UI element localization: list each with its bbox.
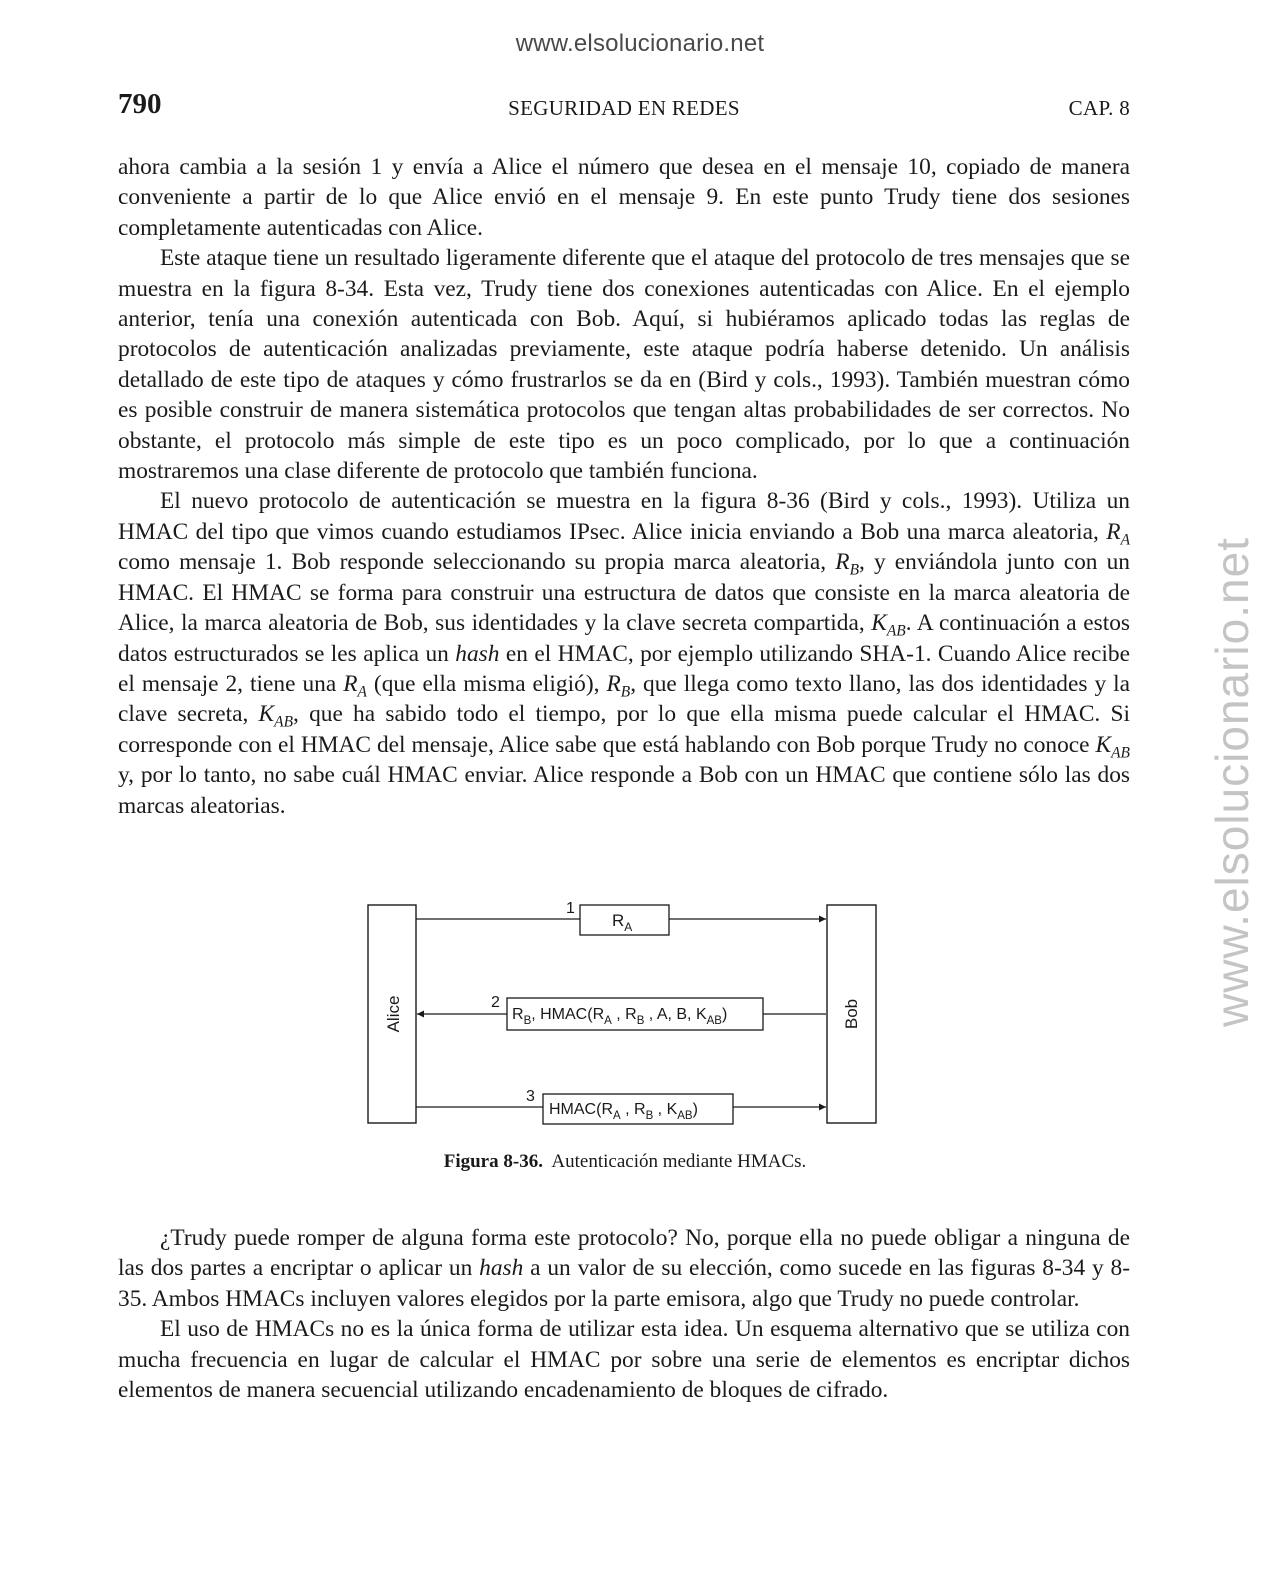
caption-label: Figura 8-36. bbox=[443, 1151, 543, 1172]
watermark-url-top[interactable]: www.elsolucionario.net bbox=[515, 30, 765, 57]
p3-segment-9: y, por lo tanto, no sabe cuál HMAC enviar. Alice responde a Bob con un HMAC que contiene sólo las dos marcas aleatorias. bbox=[118, 762, 1130, 819]
hash-term: hash bbox=[479, 1255, 524, 1282]
var-k-ab: $K_{AB}$ bbox=[871, 610, 906, 640]
p3-segment-8: , que ha sabido todo el tiempo, por lo que ella misma puede calcular el HMAC. Si corresponde con el HMAC del mensaje, Alice sabe que está hablando con Bob porque Trudy no conoce bbox=[118, 701, 1130, 758]
chapter-label: CAP. 8 bbox=[1068, 96, 1130, 120]
paragraph-2: Este ataque tiene un resultado ligeramente diferente que el ataque del protocolo de tres mensajes que se muestra en la figura 8-34. Esta vez, Trudy tiene dos conexiones autenticadas con Alice. En el ejemplo anterior, tenía una conexión autenticada con Bob. Aquí, si hubiéramos aplicado todas las reglas de protocolos de autenticación analizadas previamente, este ataque podría haberse detenido. Un análisis detallado de este tipo de ataques y cómo frustrarlos se da en (Bird y cols., 1993). También muestran cómo es posible construir de manera sistemática protocolos que tengan altas probabilidades de ser correctos. No obstante, el protocolo más simple de este tipo es un poco complicado, por lo que a continuación mostraremos una clase diferente de protocolo que también funciona. bbox=[118, 245, 1130, 485]
p3-segment-1: El nuevo protocolo de autenticación se muestra en la figura 8-36 (Bird y cols., 1993). Utiliza un HMAC del tipo que vimos cuando estudiamos IPsec. Alice inicia enviando a Bob una marca aleatoria, bbox=[118, 488, 1130, 545]
message-1-label: $R_A$ bbox=[612, 911, 633, 934]
caption-text: Autenticación mediante HMACs. bbox=[551, 1151, 807, 1172]
message-2-number: 2 bbox=[491, 994, 500, 1011]
running-header bbox=[118, 88, 1130, 124]
paragraph-1: ahora cambia a la sesión 1 y envía a Alice el número que desea en el mensaje 10, copiado de manera conveniente a partir de lo que Alice envió en el mensaje 9. En este punto Trudy tiene dos sesiones completamente autenticadas con Alice. bbox=[118, 154, 1130, 241]
p3-segment-7: , que llega como texto llano, las dos identidades y la clave secreta, bbox=[118, 670, 1131, 728]
p3-segment-5: en el HMAC, por ejemplo utilizando SHA-1. Cuando Alice recibe el mensaje 2, tiene una bbox=[118, 640, 1130, 697]
hmac-protocol-diagram bbox=[360, 892, 890, 1132]
p3-segment-4: . A continuación a estos datos estructurados se les aplica un bbox=[118, 610, 1130, 667]
paragraph-5: El uso de HMACs no es la única forma de utilizar esta idea. Un esquema alternativo que se utiliza con mucha frecuencia en lugar de calcular el HMAC por sobre una serie de elementos es encriptar dichos elementos de manera secuencial utilizando encadenamiento de bloques de cifrado. bbox=[118, 1316, 1130, 1404]
paragraph-3 bbox=[118, 486, 1130, 820]
alice-label: Alice bbox=[384, 995, 403, 1033]
var-r-a: $R_A$ bbox=[343, 670, 367, 701]
hash-term: hash bbox=[455, 640, 500, 667]
watermark-url-side: www.elsolucionario.net bbox=[1206, 537, 1258, 1027]
message-3-number: 3 bbox=[526, 1088, 535, 1105]
p3-segment-6: (que ella misma eligió), bbox=[366, 670, 607, 697]
body-text-bottom bbox=[118, 1223, 1130, 1405]
var-r-b: $R_B$ bbox=[835, 549, 859, 579]
var-r-b: $R_B$ bbox=[606, 670, 631, 701]
figure-caption bbox=[0, 1151, 1250, 1173]
var-r-a: $R_A$ bbox=[1106, 518, 1130, 549]
message-2-label: $R_B$, $HMAC(R_A$ , $R_B$ , A, B, $K_{AB}$) bbox=[512, 1006, 728, 1027]
running-title: SEGURIDAD EN REDES bbox=[508, 96, 740, 120]
message-3-label: $HMAC(R_A$ , $R_B$ , $K_{AB}$) bbox=[549, 1101, 698, 1122]
page-number: 790 bbox=[118, 88, 162, 120]
p3-segment-2: como mensaje 1. Bob responde seleccionando su propia marca aleatoria, bbox=[118, 549, 836, 576]
message-1-number: 1 bbox=[566, 900, 575, 917]
bob-label: Bob bbox=[842, 998, 861, 1030]
var-k-ab: $K_{AB}$ bbox=[258, 701, 294, 731]
body-text-top bbox=[118, 152, 1130, 821]
p3-segment-3: , y enviándola junto con un HMAC. El HMAC se forma para construir una estructura de datos que consiste en la marca aleatoria de Alice, la marca aleatoria de Bob, sus identidades y la clave secreta compartida, bbox=[118, 549, 1130, 637]
var-k-ab: $K_{AB}$ bbox=[1095, 731, 1130, 762]
figure-8-36 bbox=[360, 892, 890, 1132]
paragraph-4: ¿Trudy puede romper de alguna forma este protocolo? No, porque ella no puede obligar a ninguna de las dos partes a encriptar o aplicar un hash a un valor de su elección, como sucede en las figuras 8-34 y 8-35. Ambos HMACs incluyen valores elegidos por la parte emisora, algo que Trudy no puede controlar. bbox=[118, 1225, 1130, 1312]
